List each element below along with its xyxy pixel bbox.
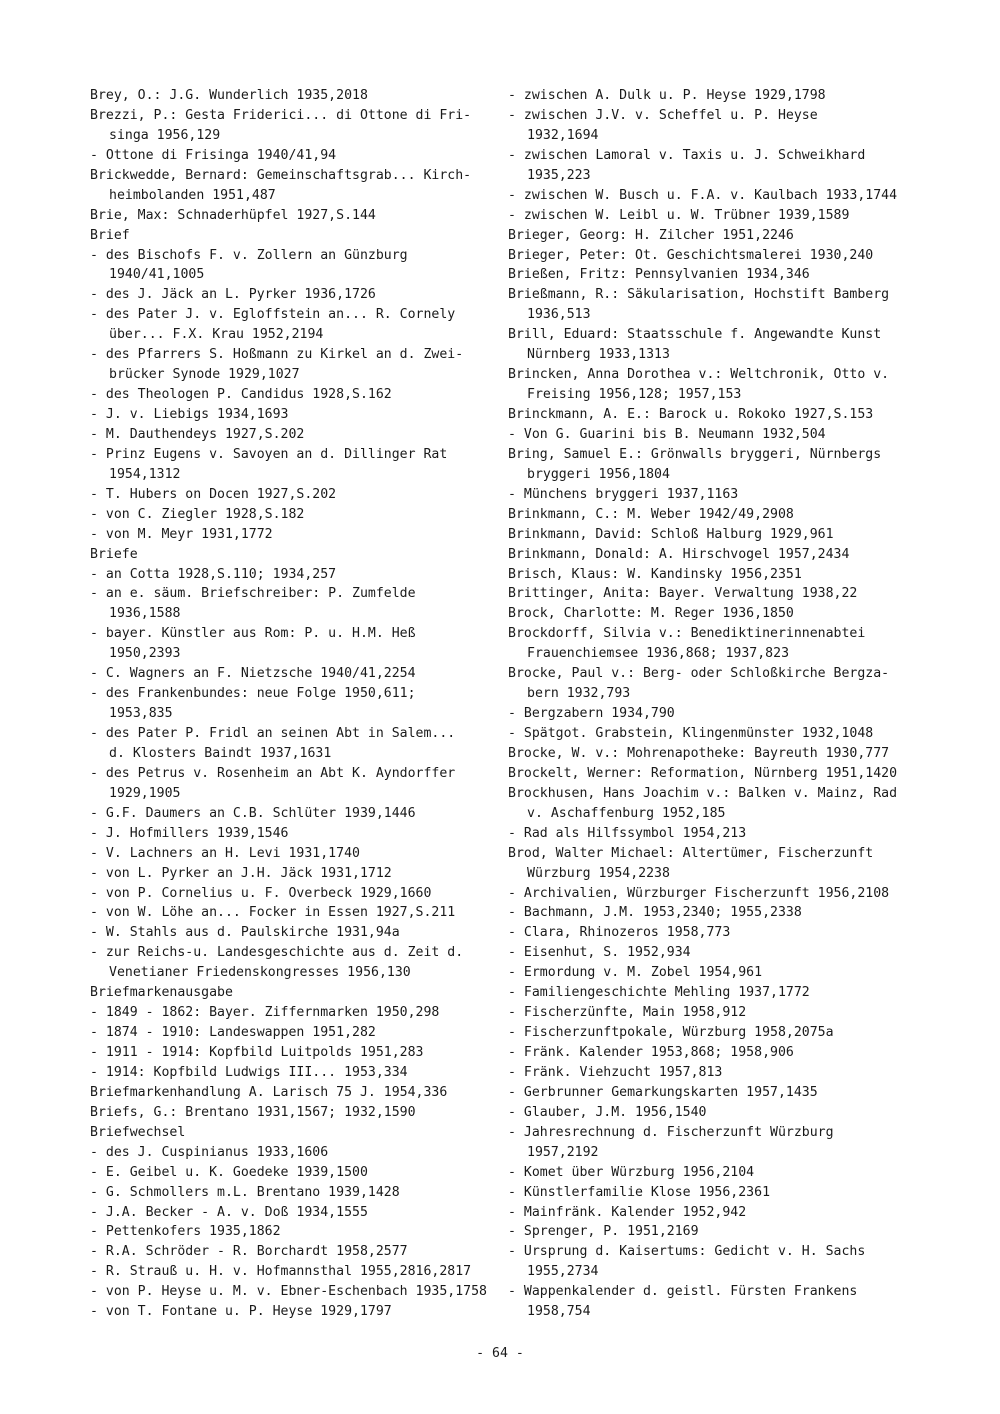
- index-entry: Brinkmann, C.: M. Weber 1942/49,2908: [508, 506, 794, 522]
- index-entry-continuation: bern 1932,793: [527, 686, 631, 702]
- index-entry: Briefwechsel: [90, 1124, 186, 1140]
- index-entry: Brie, Max: Schnaderhüpfel 1927,S.144: [90, 207, 376, 223]
- index-entry: Brisch, Klaus: W. Kandinsky 1956,2351: [508, 566, 802, 582]
- index-entry: Brinkmann, Donald: A. Hirschvogel 1957,2434: [508, 546, 850, 562]
- index-entry: - von L. Pyrker an J.H. Jäck 1931,1712: [90, 865, 392, 881]
- index-entry: - Bergzabern 1934,790: [508, 706, 675, 722]
- index-entry: - zwischen J.V. v. Scheffel u. P. Heyse: [508, 107, 818, 123]
- index-entry: - Clara, Rhinozeros 1958,773: [508, 925, 731, 941]
- index-entry-continuation: Nürnberg 1933,1313: [527, 347, 670, 363]
- index-entry: - zwischen W. Leibl u. W. Trübner 1939,1589: [508, 207, 850, 223]
- index-entry: Brießmann, R.: Säkularisation, Hochstift Bamberg: [508, 287, 890, 303]
- index-entry-continuation: über... F.X. Krau 1952,2194: [109, 327, 324, 343]
- index-entry: Brinkmann, David: Schloß Halburg 1929,961: [508, 526, 834, 542]
- index-entry: - des Pater P. Fridl an seinen Abt in Salem...: [90, 726, 456, 741]
- index-entry: Briefmarkenausgabe: [90, 985, 233, 1001]
- index-entry: - Jahresrechnung d. Fischerzunft Würzburg: [508, 1124, 834, 1140]
- index-entry: - C. Wagners an F. Nietzsche 1940/41,2254: [90, 666, 416, 682]
- index-entry: - R.A. Schröder - R. Borchardt 1958,2577: [90, 1244, 408, 1260]
- index-entry: - V. Lachners an H. Levi 1931,1740: [90, 845, 360, 861]
- index-entry: - Fränk. Kalender 1953,868; 1958,906: [508, 1045, 794, 1060]
- index-entry: - J. v. Liebigs 1934,1693: [90, 407, 289, 422]
- index-entry: - des J. Jäck an L. Pyrker 1936,1726: [90, 287, 376, 303]
- index-entry: - Ottone di Frisinga 1940/41,94: [90, 147, 337, 163]
- index-entry: - Künstlerfamilie Klose 1956,2361: [508, 1184, 771, 1200]
- index-entry: - von P. Heyse u. M. v. Ebner-Eschenbach 1935,1758: [90, 1284, 487, 1300]
- index-entry: - zwischen W. Busch u. F.A. v. Kaulbach 1933,1744: [508, 187, 898, 203]
- index-entry-continuation: Frauenchiemsee 1936,868; 1937,823: [527, 646, 790, 662]
- index-entry-continuation: 1936,1588: [109, 606, 181, 622]
- index-entry-continuation: Würzburg 1954,2238: [527, 865, 670, 881]
- index-entry: - des Pater J. v. Egloffstein an... R. Cornely: [90, 307, 456, 323]
- index-entry: - des Bischofs F. v. Zollern an Günzburg: [90, 247, 408, 263]
- index-entry: - G. Schmollers m.L. Brentano 1939,1428: [90, 1184, 400, 1200]
- index-entry: - Archivalien, Würzburger Fischerzunft 1956,2108: [508, 885, 890, 901]
- index-entry-continuation: 1954,1312: [109, 466, 181, 482]
- index-entry: - an e. säum. Briefschreiber: P. Zumfelde: [90, 586, 416, 602]
- index-entry: - Prinz Eugens v. Savoyen an d. Dillinger Rat: [90, 446, 448, 462]
- index-entry: - an Cotta 1928,S.110; 1934,257: [90, 566, 337, 582]
- index-entry: - Eisenhut, S. 1952,934: [508, 945, 691, 961]
- index-entry: Briefmarkenhandlung A. Larisch 75 J. 1954,336: [90, 1084, 448, 1100]
- index-entry-continuation: singa 1956,129: [109, 127, 221, 143]
- index-entry: Brieger, Georg: H. Zilcher 1951,2246: [508, 227, 794, 243]
- index-entry-continuation: 1940/41,1005: [109, 267, 205, 283]
- index-entry: Brock, Charlotte: M. Reger 1936,1850: [508, 606, 794, 622]
- index-entry: - M. Dauthendeys 1927,S.202: [90, 426, 305, 442]
- index-entry: Brief: [90, 227, 130, 243]
- index-column-right: [508, 86, 918, 1322]
- index-entry: Brezzi, P.: Gesta Friderici... di Ottone di Fri-: [90, 107, 472, 123]
- index-entry: - Mainfränk. Kalender 1952,942: [508, 1204, 747, 1220]
- index-entry: - Fischerzünfte, Main 1958,912: [508, 1005, 747, 1021]
- index-entry: - des Theologen P. Candidus 1928,S.162: [90, 387, 392, 403]
- index-entry: - Gerbrunner Gemarkungskarten 1957,1435: [508, 1084, 818, 1100]
- index-entry: - Ermordung v. M. Zobel 1954,961: [508, 965, 763, 981]
- index-entry-continuation: d. Klosters Baindt 1937,1631: [109, 745, 332, 761]
- index-entry: - 1911 - 1914: Kopfbild Luitpolds 1951,283: [90, 1045, 424, 1060]
- index-entry: - von M. Meyr 1931,1772: [90, 526, 273, 542]
- index-column-left: [90, 86, 495, 1322]
- index-entry: Brockdorff, Silvia v.: Benediktinerinnenabtei: [508, 626, 866, 642]
- index-entry: - des Frankenbundes: neue Folge 1950,611;: [90, 686, 416, 702]
- index-entry: - zwischen Lamoral v. Taxis u. J. Schweikhard: [508, 147, 866, 163]
- index-entry: Bring, Samuel E.: Grönwalls bryggeri, Nürnbergs: [508, 446, 882, 462]
- index-entry: - 1849 - 1862: Bayer. Ziffernmarken 1950,298: [90, 1005, 440, 1021]
- index-entry: - Wappenkalender d. geistl. Fürsten Frankens: [508, 1284, 858, 1300]
- index-entry-continuation: 1953,835: [109, 706, 173, 722]
- index-entry: Brocke, W. v.: Mohrenapotheke: Bayreuth 1930,777: [508, 745, 890, 761]
- index-entry: - des Pfarrers S. Hoßmann zu Kirkel an d. Zwei-: [90, 347, 464, 363]
- index-entry: Brittinger, Anita: Bayer. Verwaltung 1938,22: [508, 586, 858, 602]
- index-entry: - J. Hofmillers 1939,1546: [90, 825, 289, 841]
- index-entry: - Pettenkofers 1935,1862: [90, 1224, 281, 1240]
- index-entry-continuation: 1932,1694: [527, 127, 599, 143]
- index-entry: Briefs, G.: Brentano 1931,1567; 1932,1590: [90, 1104, 416, 1120]
- index-entry: - J.A. Becker - A. v. Doß 1934,1555: [90, 1204, 368, 1220]
- index-entry: - Komet über Würzburg 1956,2104: [508, 1164, 755, 1180]
- index-entry: Brey, O.: J.G. Wunderlich 1935,2018: [90, 88, 368, 103]
- index-entry-continuation: heimbolanden 1951,487: [109, 187, 276, 203]
- index-entry: - R. Strauß u. H. v. Hofmannsthal 1955,2816,2817: [90, 1264, 472, 1280]
- index-entry: - 1914: Kopfbild Ludwigs III... 1953,334: [90, 1064, 408, 1080]
- index-entry: - W. Stahls aus d. Paulskirche 1931,94a: [90, 925, 400, 941]
- index-entry: Brocke, Paul v.: Berg- oder Schloßkirche Bergza-: [508, 666, 890, 682]
- index-entry: Briefe: [90, 546, 138, 562]
- index-entry: - Sprenger, P. 1951,2169: [508, 1224, 699, 1240]
- index-entry: - Glauber, J.M. 1956,1540: [508, 1104, 707, 1120]
- index-entry-continuation: bryggeri 1956,1804: [527, 466, 670, 482]
- index-entry: - des J. Cuspinianus 1933,1606: [90, 1144, 329, 1160]
- index-entry-continuation: 1929,1905: [109, 785, 181, 801]
- index-entry: - Rad als Hilfssymbol 1954,213: [508, 825, 747, 841]
- index-entry: - Fischerzunftpokale, Würzburg 1958,2075a: [508, 1025, 834, 1041]
- index-entry: - von W. Löhe an... Focker in Essen 1927,S.211: [90, 905, 456, 921]
- index-entry: Brieger, Peter: Ot. Geschichtsmalerei 1930,240: [508, 247, 874, 263]
- index-entry: - Fränk. Viehzucht 1957,813: [508, 1064, 723, 1080]
- index-entry: - Spätgot. Grabstein, Klingenmünster 1932,1048: [508, 726, 874, 741]
- index-entry: Brill, Eduard: Staatsschule f. Angewandte Kunst: [508, 327, 882, 343]
- index-entry-continuation: 1950,2393: [109, 646, 181, 662]
- index-entry-continuation: 1958,754: [527, 1304, 591, 1320]
- index-entry-continuation: 1955,2734: [527, 1264, 599, 1280]
- index-entry: Brod, Walter Michael: Altertümer, Fischerzunft: [508, 845, 874, 861]
- index-entry-continuation: 1936,513: [527, 307, 591, 323]
- index-entry: - zwischen A. Dulk u. P. Heyse 1929,1798: [508, 88, 826, 103]
- index-entry: - Ursprung d. Kaisertums: Gedicht v. H. Sachs: [508, 1244, 866, 1260]
- index-entry: - Münchens bryggeri 1937,1163: [508, 486, 739, 502]
- index-entry-continuation: 1957,2192: [527, 1144, 599, 1160]
- index-entry: Brincken, Anna Dorothea v.: Weltchronik, Otto v.: [508, 367, 890, 383]
- index-entry: - T. Hubers on Docen 1927,S.202: [90, 486, 337, 502]
- index-entry: Brickwedde, Bernard: Gemeinschaftsgrab... Kirch-: [90, 167, 472, 183]
- index-entry: - zur Reichs-u. Landesgeschichte aus d. Zeit d.: [90, 945, 464, 961]
- index-entry: Brießen, Fritz: Pennsylvanien 1934,346: [508, 267, 810, 283]
- index-entry: - 1874 - 1910: Landeswappen 1951,282: [90, 1025, 376, 1041]
- index-entry: - bayer. Künstler aus Rom: P. u. H.M. Heß: [90, 626, 416, 642]
- index-entry-continuation: Venetianer Friedenskongresses 1956,130: [109, 965, 411, 981]
- index-entry: - von P. Cornelius u. F. Overbeck 1929,1660: [90, 885, 432, 901]
- index-entry-continuation: v. Aschaffenburg 1952,185: [527, 805, 726, 821]
- index-entry: - Bachmann, J.M. 1953,2340; 1955,2338: [508, 905, 802, 921]
- index-entry-continuation: Freising 1956,128; 1957,153: [527, 387, 742, 403]
- index-entry-continuation: brücker Synode 1929,1027: [109, 367, 300, 383]
- index-entry: - Von G. Guarini bis B. Neumann 1932,504: [508, 426, 826, 442]
- index-entry: - von C. Ziegler 1928,S.182: [90, 506, 305, 522]
- index-entry: - E. Geibel u. K. Goedeke 1939,1500: [90, 1164, 368, 1180]
- index-entry: Brockhusen, Hans Joachim v.: Balken v. Mainz, Rad: [508, 785, 898, 801]
- index-entry: Brockelt, Werner: Reformation, Nürnberg 1951,1420: [508, 765, 898, 781]
- index-entry: - des Petrus v. Rosenheim an Abt K. Ayndorffer: [90, 765, 456, 781]
- index-entry: - Familiengeschichte Mehling 1937,1772: [508, 985, 810, 1001]
- index-entry: - G.F. Daumers an C.B. Schlüter 1939,1446: [90, 805, 416, 821]
- page-number: - 64 -: [476, 1346, 524, 1361]
- index-entry-continuation: 1935,223: [527, 167, 591, 183]
- index-entry: Brinckmann, A. E.: Barock u. Rokoko 1927,S.153: [508, 407, 874, 422]
- index-entry: - von T. Fontane u. P. Heyse 1929,1797: [90, 1304, 392, 1320]
